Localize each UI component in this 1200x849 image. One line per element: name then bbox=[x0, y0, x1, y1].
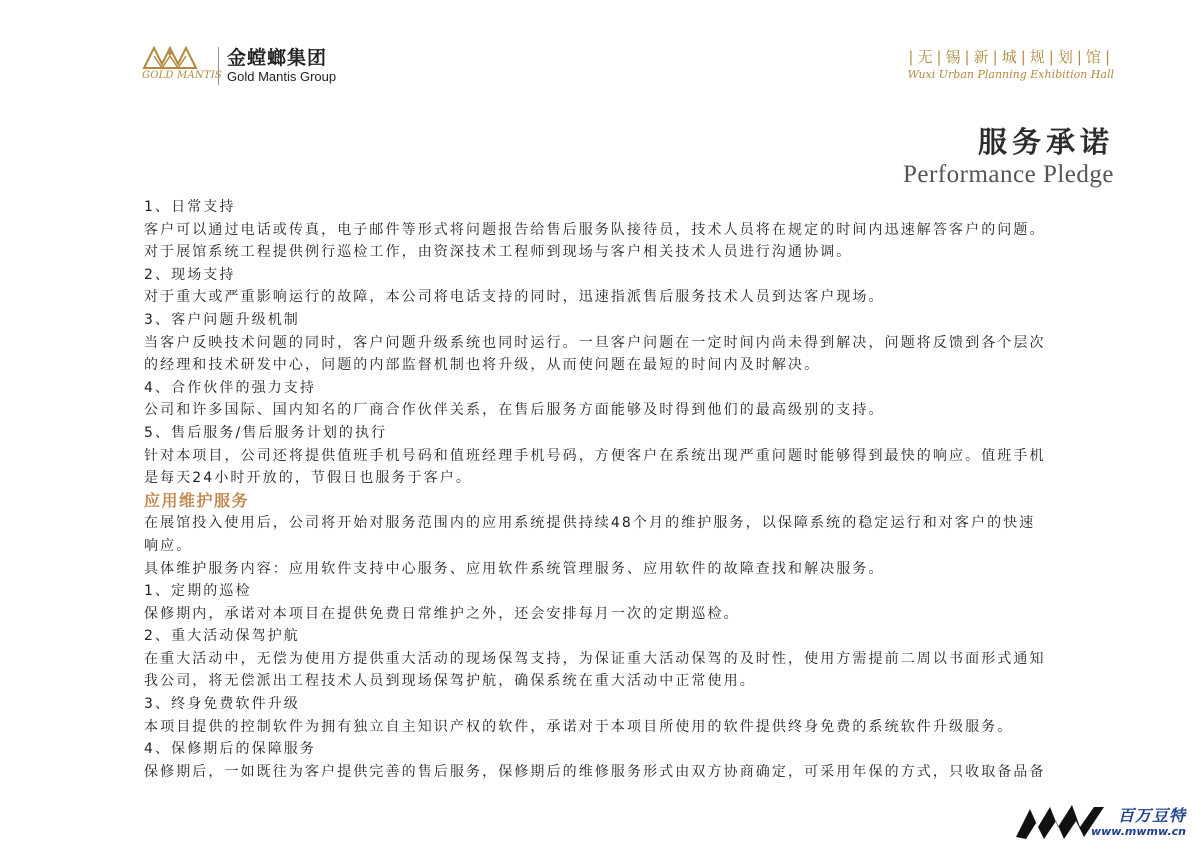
watermark-text: 百万豆特 bbox=[1117, 806, 1186, 825]
body-line: 当客户反映技术问题的同时，客户问题升级系统也同时运行。一旦客户问题在一定时间内尚未得到解决，问题将反馈到各个层次 bbox=[144, 334, 1046, 351]
hall-name-en: Wuxi Urban Planning Exhibition Hall bbox=[907, 68, 1114, 81]
body-line: 2、重大活动保驾护航 bbox=[144, 628, 300, 645]
company-name-cn: 金螳螂集团 bbox=[227, 47, 328, 69]
body-line: 2、现场支持 bbox=[144, 266, 236, 283]
body-line: 1、日常支持 bbox=[144, 199, 236, 215]
body-line: 4、合作伙伴的强力支持 bbox=[144, 379, 317, 396]
body-line: 公司和许多国际、国内知名的厂商合作伙伴关系，在售后服务方面能够及时得到他们的最高级别的支持。 bbox=[144, 402, 885, 419]
body-line: 保修期后，一如既往为客户提供完善的售后服务，保修期后的维修服务形式由双方协商确定，可采用年保的方式，只收取备品备 bbox=[144, 763, 1046, 780]
mantis-emblem-icon bbox=[140, 44, 200, 72]
body-line: 本项目提供的控制软件为拥有独立自主知识产权的软件，承诺对于本项目所使用的软件提供终身免费的系统软件升级服务。 bbox=[144, 718, 1014, 735]
body-line: 的经理和技术研发中心，问题的内部监督机制也将升级，从而使问题在最短的时间内及时解决。 bbox=[144, 357, 821, 374]
body-line: 我公司，将无偿派出工程技术人员到现场保驾护航，确保系统在重大活动中正常使用。 bbox=[144, 673, 756, 690]
body-line: 对于展馆系统工程提供例行巡检工作，由资深技术工程师到现场与客户相关技术人员进行沟通协调。 bbox=[144, 244, 853, 261]
body-line: 针对本项目，公司还将提供值班手机号码和值班经理手机号码，方便客户在系统出现严重问题时能够得到最快的响应。值班手机 bbox=[144, 447, 1046, 464]
body-line: 客户可以通过电话或传真，电子邮件等形式将问题报告给售后服务队接待员，技术人员将在规定的时间内迅速解答客户的问题。 bbox=[144, 221, 1046, 238]
body-line: 是每天24小时开放的，节假日也服务于客户。 bbox=[144, 470, 472, 487]
gold-mantis-logo-mark bbox=[140, 44, 222, 88]
site-watermark bbox=[1014, 801, 1194, 843]
body-line: 3、客户问题升级机制 bbox=[144, 311, 300, 328]
page-title bbox=[903, 124, 1114, 190]
body-line: 在重大活动中，无偿为使用方提供重大活动的现场保驾支持，为保证重大活动保驾的及时性，使用方需提前二周以书面形式通知 bbox=[144, 650, 1046, 667]
section-heading: 应用维护服务 bbox=[144, 490, 250, 510]
body-line: 对于重大或严重影响运行的故障，本公司将电话支持的同时，迅速指派售后服务技术人员到达客户现场。 bbox=[144, 289, 885, 306]
body-line: 具体维护服务内容：应用软件支持中心服务、应用软件系统管理服务、应用软件的故障查找和解决服务。 bbox=[144, 560, 885, 577]
body-line: 4、保修期后的保障服务 bbox=[144, 741, 317, 758]
page-title-en: Performance Pledge bbox=[902, 161, 1114, 188]
body-line: 在展馆投入使用后，公司将开始对服务范围内的应用系统提供持续48个月的维护服务，以保障系统的稳定运行和对客户的快速 bbox=[144, 515, 1036, 532]
page-title-cn: 服务承诺 bbox=[977, 125, 1114, 159]
document-body bbox=[144, 196, 1124, 783]
logo-text bbox=[227, 47, 336, 85]
body-line: 响应。 bbox=[144, 537, 193, 554]
logo-script-text: GOLD MANTIS bbox=[142, 70, 222, 81]
company-name-en: Gold Mantis Group bbox=[227, 69, 337, 84]
watermark-url: www.mwmw.cn bbox=[1090, 825, 1186, 838]
exhibition-hall-header bbox=[907, 46, 1114, 82]
body-line: 1、定期的巡检 bbox=[144, 583, 252, 600]
hall-name-cn: |无|锡|新|城|规|划|馆| bbox=[908, 48, 1113, 66]
company-logo bbox=[140, 44, 336, 88]
body-line: 保修期内，承诺对本项目在提供免费日常维护之外，还会安排每月一次的定期巡检。 bbox=[144, 605, 740, 622]
body-line: 5、售后服务/售后服务计划的执行 bbox=[144, 424, 388, 441]
body-line: 3、终身免费软件升级 bbox=[144, 696, 300, 713]
